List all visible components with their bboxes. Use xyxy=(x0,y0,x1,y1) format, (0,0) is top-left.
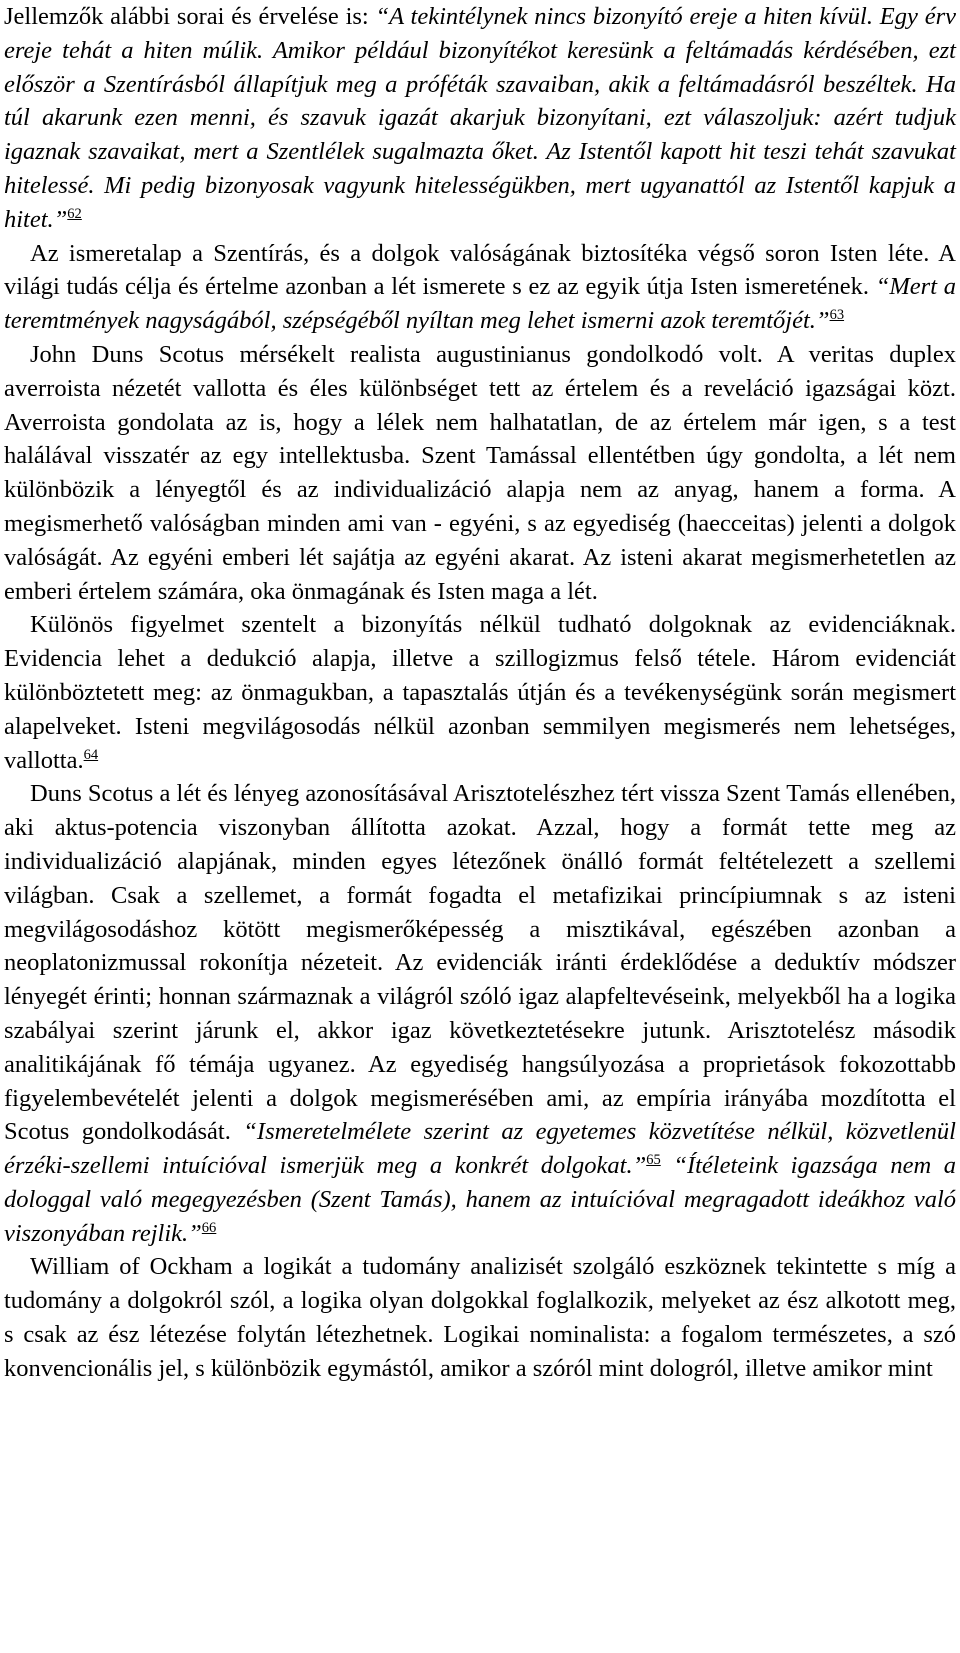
quotation-text: “Ítéleteink igazsága nem a dologgal való megegyezésben (Szent Tamás), hanem az intuícióval megragadott ideákhoz való viszonyában rejlik.” xyxy=(4,1152,956,1247)
document-page xyxy=(4,0,956,1386)
body-text: Jellemzők alábbi sorai és érvelése is: xyxy=(4,3,376,30)
paragraph-1 xyxy=(4,0,956,237)
footnote-link-63[interactable]: 63 xyxy=(829,307,845,324)
footnote-link-64[interactable]: 64 xyxy=(83,746,99,763)
paragraph-4 xyxy=(4,608,956,777)
quotation-text: “Ismeretelmélete szerint az egyetemes közvetítése nélkül, közvetlenül érzéki-szellemi intuícióval ismerjük meg a konkrét dolgokat.” xyxy=(4,1118,956,1180)
paragraph-2 xyxy=(4,237,956,338)
body-text: Az ismeretalap a Szentírás, és a dolgok valóságának biztosítéka végső soron Isten léte. A világi tudás célja és értelme azonban a lét ismerete s ez az egyik útja Isten ismeretének. xyxy=(4,239,956,301)
body-text: Különös figyelmet szentelt a bizonyítás nélkül tudható dolgoknak az evidenciáknak. Evidencia lehet a dedukció alapja, illetve a szillogizmus felső tétele. Három evidenciát különböztetett meg: az önmagukban, a tapasztalás útján és a tevékenységünk során megismert alapelveket. Isteni megvilágosodás nélkül azonban semmilyen megismerés nem lehetséges, vallotta. xyxy=(4,611,956,774)
paragraph-6 xyxy=(4,1250,956,1385)
paragraph-5 xyxy=(4,777,956,1250)
body-text: John Duns Scotus mérsékelt realista augustinianus gondolkodó volt. A veritas duplex averroista nézetét vallotta és éles különbséget tett az értelem és a reveláció igazságai közt. Averroista gondolata az is, hogy a lélek nem halhatatlan, de az értelem már igen, s a test halálával visszatér az egy intellektusba. Szent Tamással ellentétben úgy gondolta, a lét nem különbözik a lényegtől és az individualizáció alapja nem az anyag, hanem a forma. A megismerhető valóságban minden ami van - egyéni, s az egyediség (haecceitas) jelenti a dolgok valóságát. Az egyéni emberi lét sajátja az egyéni akarat. Az isteni akarat megismerhetetlen az emberi értelem számára, oka önmagának és Isten maga a lét. xyxy=(4,340,956,605)
footnote-link-66[interactable]: 66 xyxy=(201,1219,217,1236)
body-text xyxy=(661,1152,674,1179)
quotation-text: “A tekintélynek nincs bizonyító ereje a hiten kívül. Egy érv ereje tehát a hiten múlik. Amikor például bizonyítékot keresünk a feltámadás kérdésében, ezt először a Szentírásból állapítjuk meg a próféták szavaiban, akik a feltámadásról beszéltek. Ha túl akarunk ezen menni, és szavuk igazát akarjuk bizonyítani, ezt válaszoljuk: azért tudjuk igaznak szavaikat, mert a Szentlélek sugalmazta őket. Az Istentől kapott hit teszi tehát szavukat hitelessé. Mi pedig bizonyosak vagyunk hitelességükben, mert ugyanattól az Istentől kapjuk a hitet.” xyxy=(4,3,956,233)
paragraph-3 xyxy=(4,338,956,608)
body-text: Duns Scotus a lét és lényeg azonosításával Arisztotelészhez tért vissza Szent Tamás ellenében, aki aktus-potencia viszonyban állította azokat. Azzal, hogy a formát tette meg az individualizáció alapjának, minden egyes létezőnek önálló formát feltételezett a szellemi világban. Csak a szellemet, a formát fogadta el metafizikai princípiumnak s az isteni megvilágosodáshoz kötött megismerőképesség a misztikával, egészében azonban a neoplatonizmussal rokonítja nézeteit. Az evidenciák iránti érdeklődése a deduktív módszer lényegét érinti; honnan származnak a világról szóló igaz alapfeltevéseink, melyekből ha a logika szabályai szerint járunk el, akkor igaz következtetésekre jutunk. Arisztotelész második analitikájának fő témája ugyanez. Az egyediség hangsúlyozása a proprietások fokozottabb figyelembevételét jelenti a dolgok megismerésében ami, az empíria irányába mozdította el Scotus gondolkodását. xyxy=(4,780,956,1146)
footnote-link-65[interactable]: 65 xyxy=(646,1152,661,1169)
body-text: William of Ockham a logikát a tudomány analizisét szolgáló eszköznek tekintette s míg a tudomány a dolgokról szól, a logika olyan dolgokkal foglalkozik, melyeket az ész alkotott meg, s csak az ész létezése folytán létezhetnek. Logikai nominalista: a fogalom természetes, a szó konvencionális jel, s különbözik egymástól, amikor a szóról mint dologról, illetve amikor mint xyxy=(4,1253,956,1382)
footnote-link-62[interactable]: 62 xyxy=(67,205,82,222)
quotation-text: “Mert a teremtmények nagyságából, szépségéből nyíltan meg lehet ismerni azok teremtőjét.” xyxy=(4,273,957,335)
